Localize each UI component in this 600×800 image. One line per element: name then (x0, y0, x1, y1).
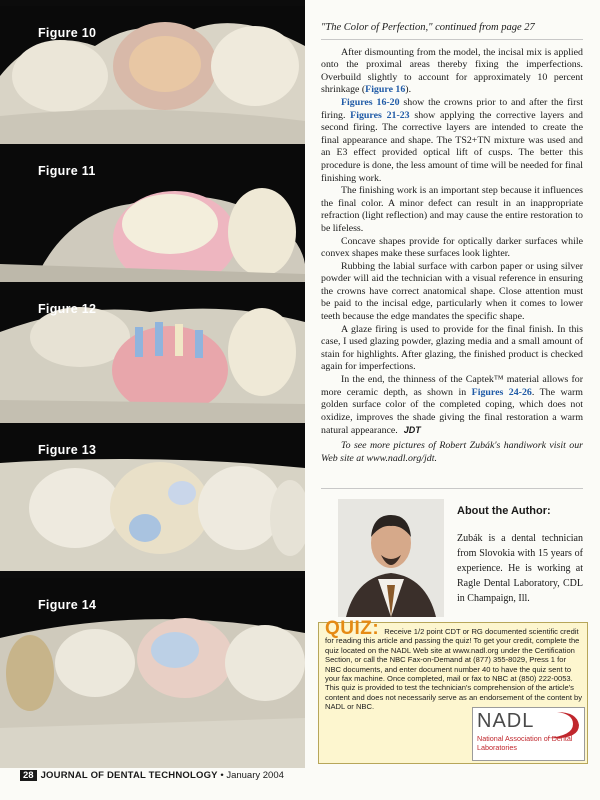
figure-reference: Figures 16-20 (341, 96, 400, 108)
divider (321, 488, 583, 489)
paragraph: In the end, the thinness of the Captek™ material allows for more ceramic depth, as shown in Figures 24-26. The warm golden surface color of the completed coping, which does not oxidize, improves the shade giving the final restoration a warm natural appearance. JDT (321, 374, 583, 437)
nadl-logo (472, 707, 585, 761)
journal-name: JOURNAL OF DENTAL TECHNOLOGY (40, 770, 218, 781)
figure-label: Figure 10 (38, 26, 97, 40)
jdt-end-mark: JDT (403, 425, 421, 436)
paragraph: After dismounting from the model, the incisal mix is applied onto the proximal areas thereby fixing the imperfections. Overbuild slightly to account for approximately 10 percent shrinkage (Figure 16). (321, 46, 583, 96)
author-portrait-image (338, 499, 444, 617)
paragraph: Figures 16-20 show the crowns prior to and after the first firing. Figures 21-23 show applying the corrective layers and second firing. The corrective layers are intended to create the final appearance and shape. The TS2+TN mixture was used and an E3 effect provided optical lift of cusps. The better this procedure is done, the less amount of time will be needed for final finishing work. (321, 96, 583, 184)
figure-label: Figure 12 (38, 302, 97, 316)
figure-label: Figure 13 (38, 443, 97, 457)
continued-note: "The Color of Perfection," continued from page 27 (321, 22, 583, 40)
figure-11 (0, 144, 305, 292)
figure-12 (0, 282, 305, 430)
figure-10 (0, 6, 305, 154)
issue-date: January 2004 (226, 770, 284, 781)
paragraph: A glaze firing is used to provide for the final finish. In this case, I used glazing powder, glazing media and a small amount of stain for highlights. After glazing, the finished product is checked again for imperfections. (321, 323, 583, 373)
figure-reference: Figure 16 (365, 84, 406, 96)
article-column (321, 22, 583, 465)
page-footer (20, 770, 284, 781)
paragraph: Rubbing the labial surface with carbon paper or using silver powder will aid the technician with a visual reference in ensuring the crowns have correct anatomical shape. Close attention must be paid to the incisal edge, particularly when it comes to lower teeth because the edge mandates the specific shape. (321, 260, 583, 323)
quiz-text-block (325, 618, 583, 712)
quiz-body: Receive 1/2 point CDT or RG documented scientific credit for reading this article and passing the quiz! To get your credit, complete the quiz located on the NADL Web site at www.nadl.org under the Certification Section, or call the NBC Fax-on-Demand at (877) 355-8029, Press 1 for NBC documents, and enter document number 40 to have the quiz sent to your fax machine. Once completed, mail or fax to NBC at (850) 222-0053. This quiz is provided to test the technician's comprehension of the article's content and does not necessarily serve as an endorsement of the content by NADL or NBC. (325, 627, 583, 712)
page-number: 28 (20, 770, 37, 781)
footer-separator: • (220, 770, 224, 781)
author-bio: Zubák is a dental technician from Slovokia with 15 years of experience. He is working at Ragle Dental Laboratory, CDL in Champaign, Ill. (457, 533, 583, 604)
figure-reference: Figures 21-23 (350, 109, 410, 121)
figure-13 (0, 423, 305, 571)
author-heading: About the Author: (457, 505, 551, 517)
paragraph: The finishing work is an important step because it influences the final color. A minor defect can result in an inappropriate refraction (light reflection) and may cause the entire restoration to be lifeless. (321, 185, 583, 234)
author-photo (338, 499, 444, 617)
web-note: To see more pictures of Robert Zubák's handiwork visit our Web site at www.nadl.org/jdt. (321, 440, 583, 464)
quiz-box (318, 618, 588, 764)
figure-strip (0, 0, 305, 768)
nadl-full-name: National Association of Dental Laboratories (477, 734, 573, 752)
figure-label: Figure 14 (38, 598, 97, 612)
nadl-logo-name: NADL (477, 710, 535, 732)
figure-reference: Figures 24-26 (471, 386, 532, 398)
quiz-heading: QUIZ: (325, 618, 380, 639)
figure-14 (0, 578, 305, 768)
paragraph: Concave shapes provide for optically darker surfaces while convex shapes make these surfaces look lighter. (321, 235, 583, 260)
figure-label: Figure 11 (38, 164, 96, 178)
